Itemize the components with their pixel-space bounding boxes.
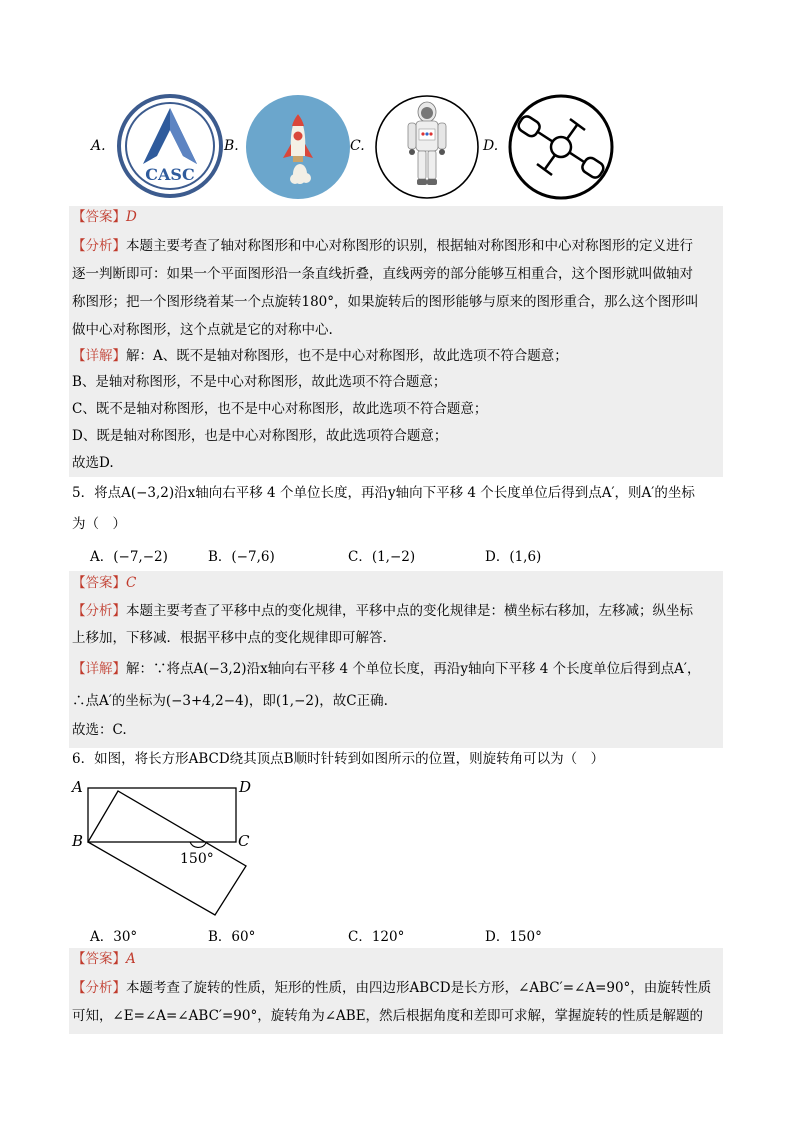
q5-analysis-line-1	[72, 598, 693, 625]
q4-analysis-line-1	[72, 233, 693, 260]
detail-label: 【详解】	[72, 661, 126, 677]
q4-analysis-line-2: 逐一判断即可：如果一个平面图形沿一条直线折叠，直线两旁的部分能够互相重合，这个图形就叫做轴对	[72, 266, 693, 282]
q4-detail-line-2: B、是轴对称图形，不是中心对称图形，故此选项不符合题意；	[72, 374, 447, 390]
casc-logo-image	[117, 94, 223, 198]
label-b: B	[72, 832, 84, 850]
q6-option-d: D．150°	[485, 929, 542, 945]
answer-value: A	[126, 951, 136, 967]
answer-value: C	[126, 575, 137, 591]
q5-option-c: C．(1,−2)	[348, 549, 416, 565]
q5-option-b: B．(−7,6)	[208, 549, 275, 565]
q5-analysis-line-2: 上移加，下移减．根据平移中点的变化规律即可解答.	[72, 630, 387, 646]
q6-stem: 6．如图，将长方形ABCD绕其顶点B顺时针转到如图所示的位置，则旋转角可以为（ ）	[72, 751, 605, 767]
angle-label: 150°	[180, 851, 214, 867]
q5-stem-line-1: 5．将点A(−3,2)沿x轴向右平移 4 个单位长度，再沿y轴向下平移 4 个长度单位后得到点A′，则A′的坐标	[72, 485, 695, 501]
analysis-text: 本题考查了旋转的性质，矩形的性质，由四边形ABCD是长方形，∠ABC′=∠A=90°，由旋转性质	[126, 980, 712, 996]
q6-answer-line	[72, 946, 136, 973]
angle-arc	[190, 842, 206, 847]
detail-text: 解：∵将点A(−3,2)沿x轴向右平移 4 个单位长度，再沿y轴向下平移 4 个长度单位后得到点A′，	[126, 661, 701, 677]
q5-option-a: A．(−7,−2)	[90, 549, 168, 565]
option-a-letter: A.	[91, 138, 106, 154]
q6-option-c: C．120°	[348, 929, 405, 945]
q6-option-a: A．30°	[90, 929, 138, 945]
analysis-label: 【分析】	[72, 980, 126, 996]
q4-detail-line-1	[72, 343, 568, 370]
q6-rotation-figure	[66, 772, 266, 922]
q4-detail-line-5: 故选D.	[72, 455, 114, 471]
answer-label: 【答案】	[72, 951, 126, 967]
q5-detail-line-2: ∴点A′的坐标为(−3+4,2−4)，即(1,−2)，故C正确.	[72, 693, 388, 709]
analysis-label: 【分析】	[72, 238, 126, 254]
answer-value: D	[126, 209, 137, 225]
q5-option-d: D．(1,6)	[485, 549, 542, 565]
q5-stem-line-2: 为（ ）	[72, 516, 126, 532]
satellite-image	[507, 94, 615, 200]
q5-answer-line	[72, 570, 136, 597]
rectangle-abcd	[88, 788, 236, 842]
option-c-letter: C.	[350, 138, 365, 154]
q5-detail-line-3: 故选：C.	[72, 722, 127, 738]
q4-detail-line-3: C、既不是轴对称图形，也不是中心对称图形，故此选项不符合题意；	[72, 401, 488, 417]
q6-option-b: B．60°	[208, 929, 256, 945]
label-a: A	[72, 778, 83, 796]
q4-answer-line	[72, 204, 137, 231]
casc-logo-text: CASC	[145, 165, 195, 184]
astronaut-image	[374, 94, 480, 200]
rocket-image	[245, 94, 351, 200]
analysis-text: 本题主要考查了平移中点的变化规律，平移中点的变化规律是：横坐标右移加，左移减；纵坐标	[126, 603, 693, 619]
rotated-rectangle	[88, 791, 246, 915]
label-c: C	[238, 832, 250, 850]
q6-analysis-line-1	[72, 975, 711, 1002]
answer-label: 【答案】	[72, 209, 126, 225]
q4-detail-line-4: D、既是轴对称图形，也是中心对称图形，故此选项符合题意；	[72, 428, 448, 444]
q4-analysis-line-4: 做中心对称图形，这个点就是它的对称中心.	[72, 322, 333, 338]
q4-analysis-line-3: 称图形；把一个图形绕着某一个点旋转180°，如果旋转后的图形能够与原来的图形重合，那么这个图形叫	[72, 294, 699, 310]
answer-label: 【答案】	[72, 575, 126, 591]
detail-text: 解：A、既不是轴对称图形，也不是中心对称图形，故此选项不符合题意；	[126, 348, 568, 364]
q5-detail-line-1	[72, 656, 700, 683]
detail-label: 【详解】	[72, 348, 126, 364]
option-b-letter: B.	[224, 138, 239, 154]
label-d: D	[239, 778, 252, 796]
option-d-letter: D.	[483, 138, 499, 154]
analysis-label: 【分析】	[72, 603, 126, 619]
analysis-text: 本题主要考查了轴对称图形和中心对称图形的识别，根据轴对称图形和中心对称图形的定义进行	[126, 238, 693, 254]
q6-analysis-line-2: 可知，∠E=∠A=∠ABC′=90°，旋转角为∠ABE，然后根据角度和差即可求解，掌握旋转的性质是解题的	[72, 1008, 704, 1024]
